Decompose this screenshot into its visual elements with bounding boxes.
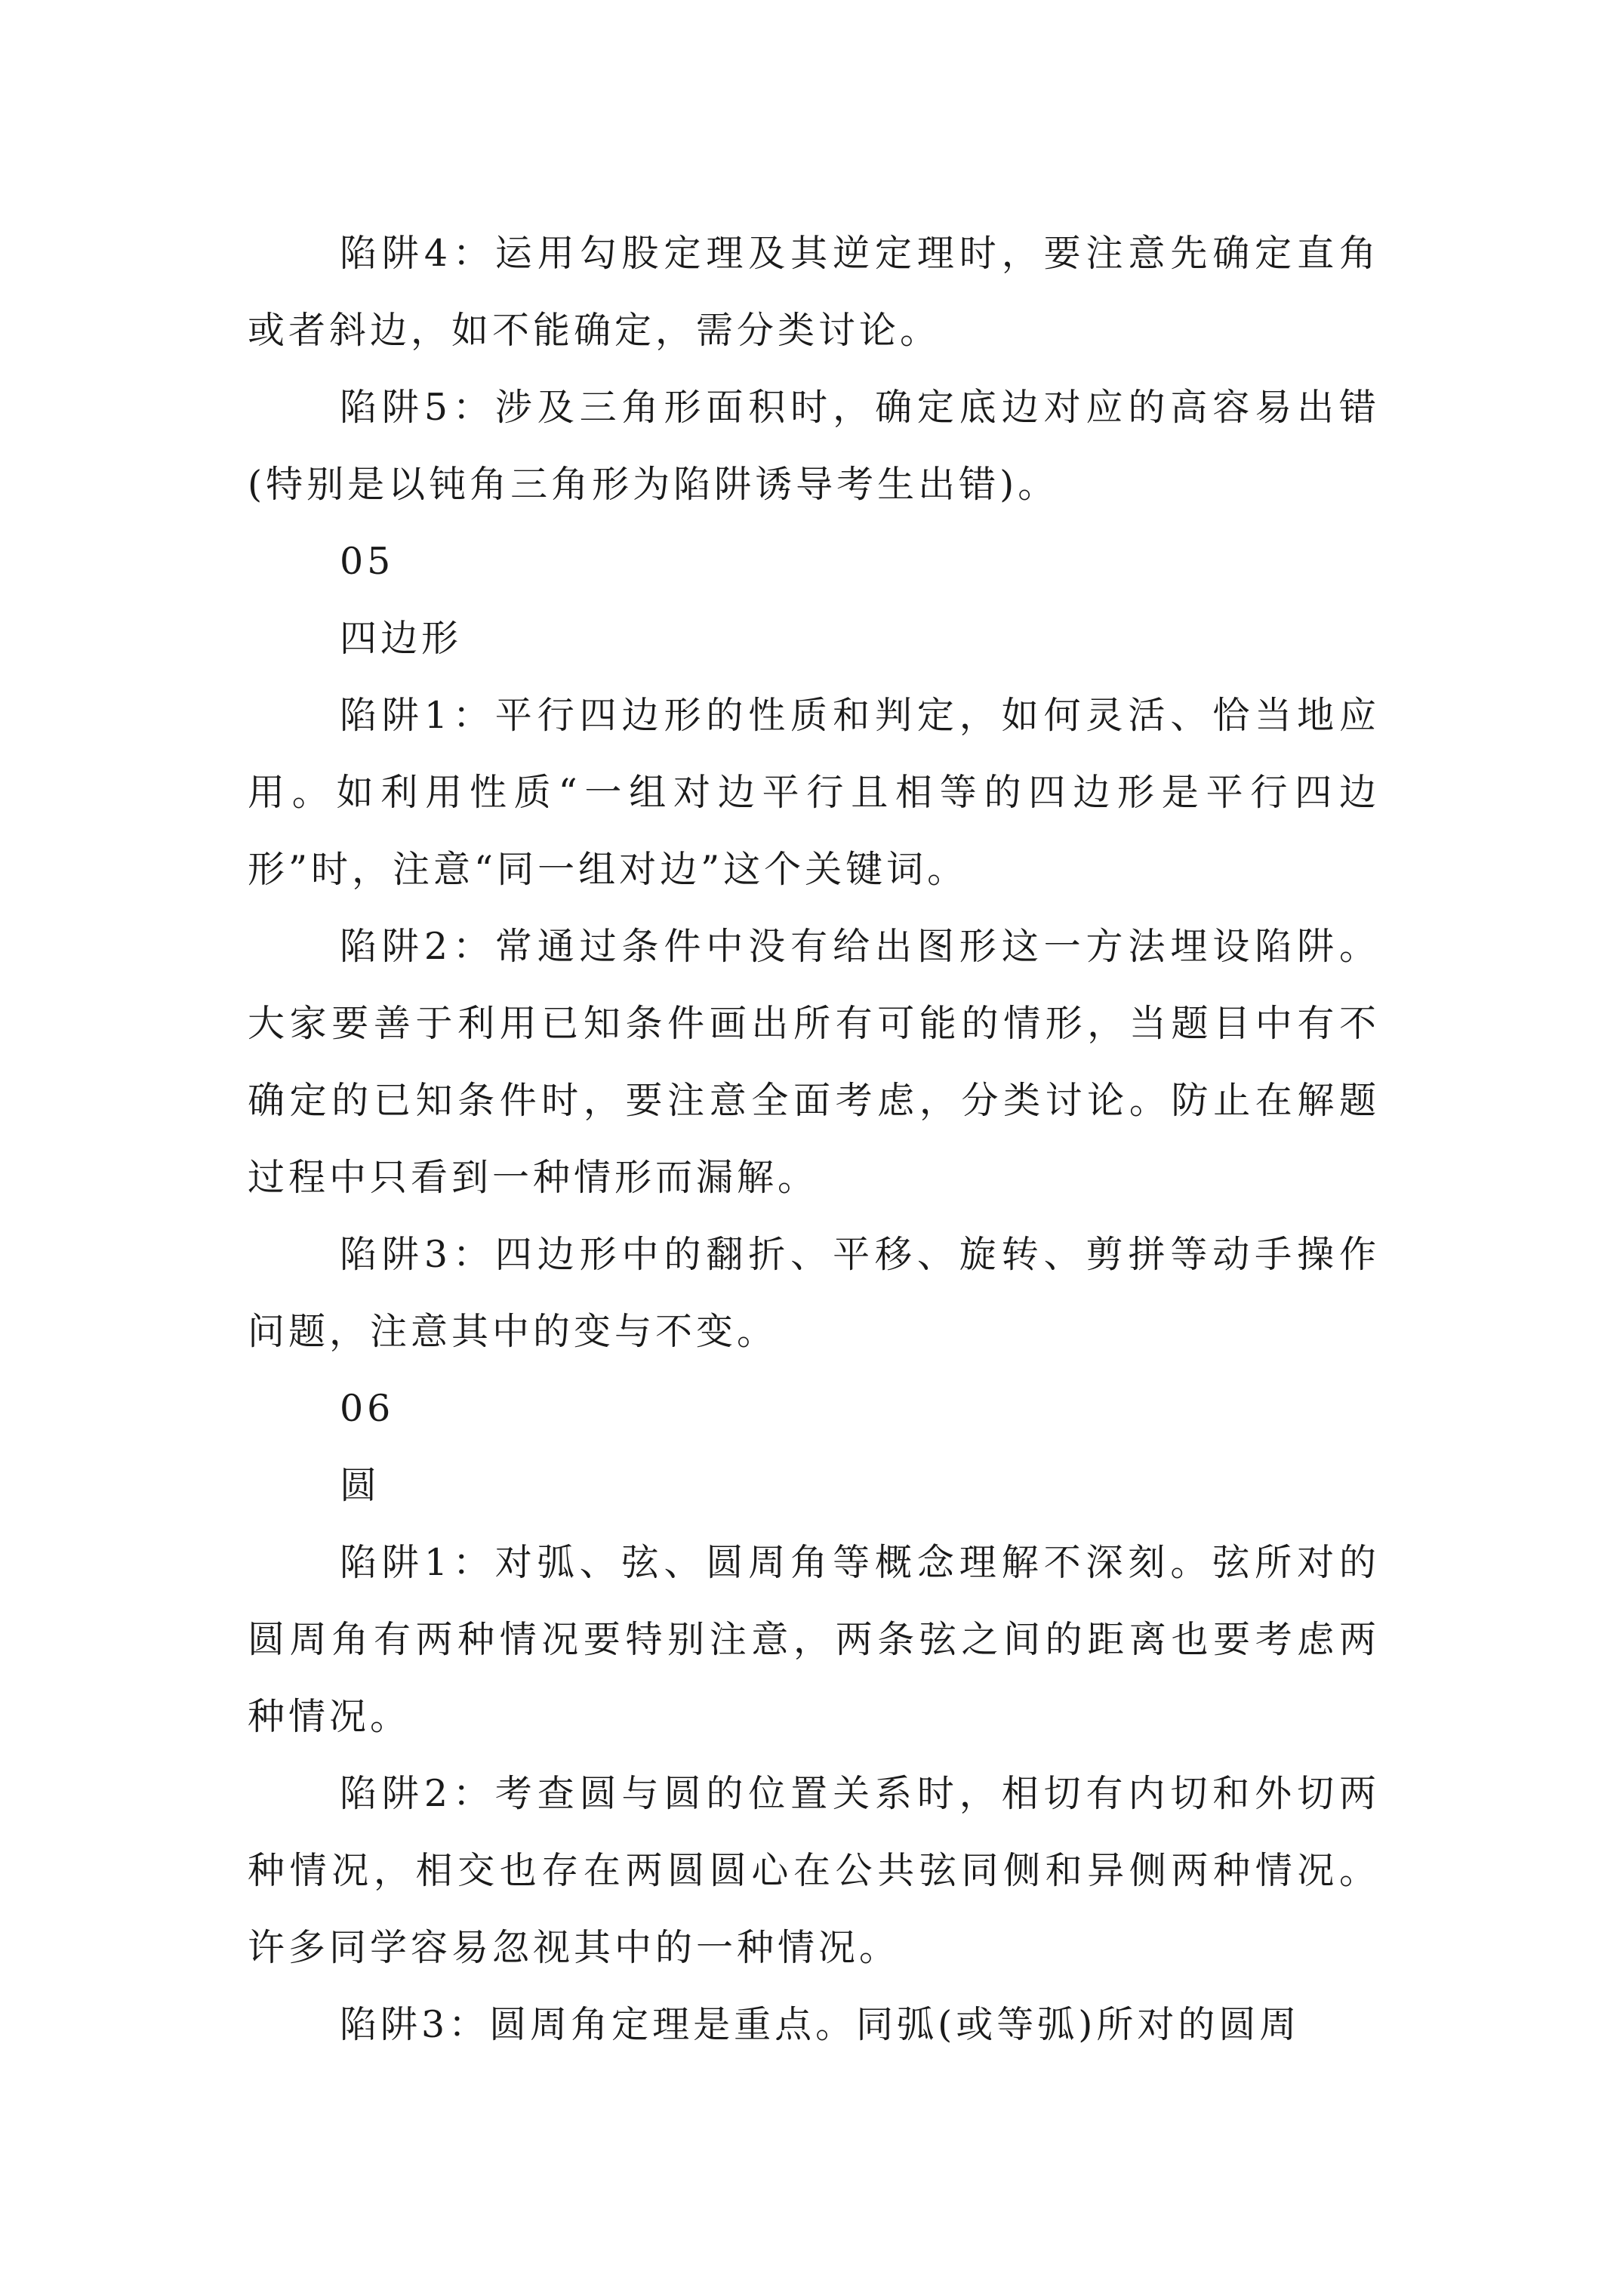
paragraph-quad-trap1: 陷阱1：平行四边形的性质和判定，如何灵活、恰当地应用。如利用性质“一组对边平行且相等的四边形是平行四边形”时，注意“同一组对边”这个关键词。 — [248, 694, 1380, 891]
paragraph-circle-trap2: 陷阱2：考查圆与圆的位置关系时，相切有内切和外切两种情况，相交也存在两圆圆心在公共弦同侧和异侧两种情况。许多同学容易忽视其中的一种情况。 — [248, 1772, 1380, 1969]
paragraph-trap5-triangle-area: 陷阱5：涉及三角形面积时，确定底边对应的高容易出错(特别是以钝角三角形为陷阱诱导考生出错)。 — [248, 386, 1380, 506]
section-06-title: 圆 — [340, 1464, 381, 1507]
section-06-number: 06 — [340, 1387, 395, 1430]
paragraph-circle-trap1: 陷阱1：对弧、弦、圆周角等概念理解不深刻。弦所对的圆周角有两种情况要特别注意，两条弦之间的距离也要考虑两种情况。 — [248, 1541, 1380, 1738]
section-05-number: 05 — [340, 540, 395, 583]
paragraph-trap4-pythagoras: 陷阱4：运用勾股定理及其逆定理时，要注意先确定直角或者斜边，如不能确定，需分类讨论。 — [248, 232, 1380, 352]
paragraph-circle-trap3: 陷阱3：圆周角定理是重点。同弧(或等弧)所对的圆周 — [340, 2003, 1301, 2046]
document-page — [248, 215, 1380, 2063]
paragraph-quad-trap3: 陷阱3：四边形中的翻折、平移、旋转、剪拼等动手操作问题，注意其中的变与不变。 — [248, 1233, 1380, 1353]
paragraph-quad-trap2: 陷阱2：常通过条件中没有给出图形这一方法埋设陷阱。大家要善于利用已知条件画出所有可能的情形，当题目中有不确定的已知条件时，要注意全面考虑，分类讨论。防止在解题过程中只看到一种情形而漏解。 — [248, 925, 1380, 1199]
section-05-title: 四边形 — [340, 617, 463, 660]
